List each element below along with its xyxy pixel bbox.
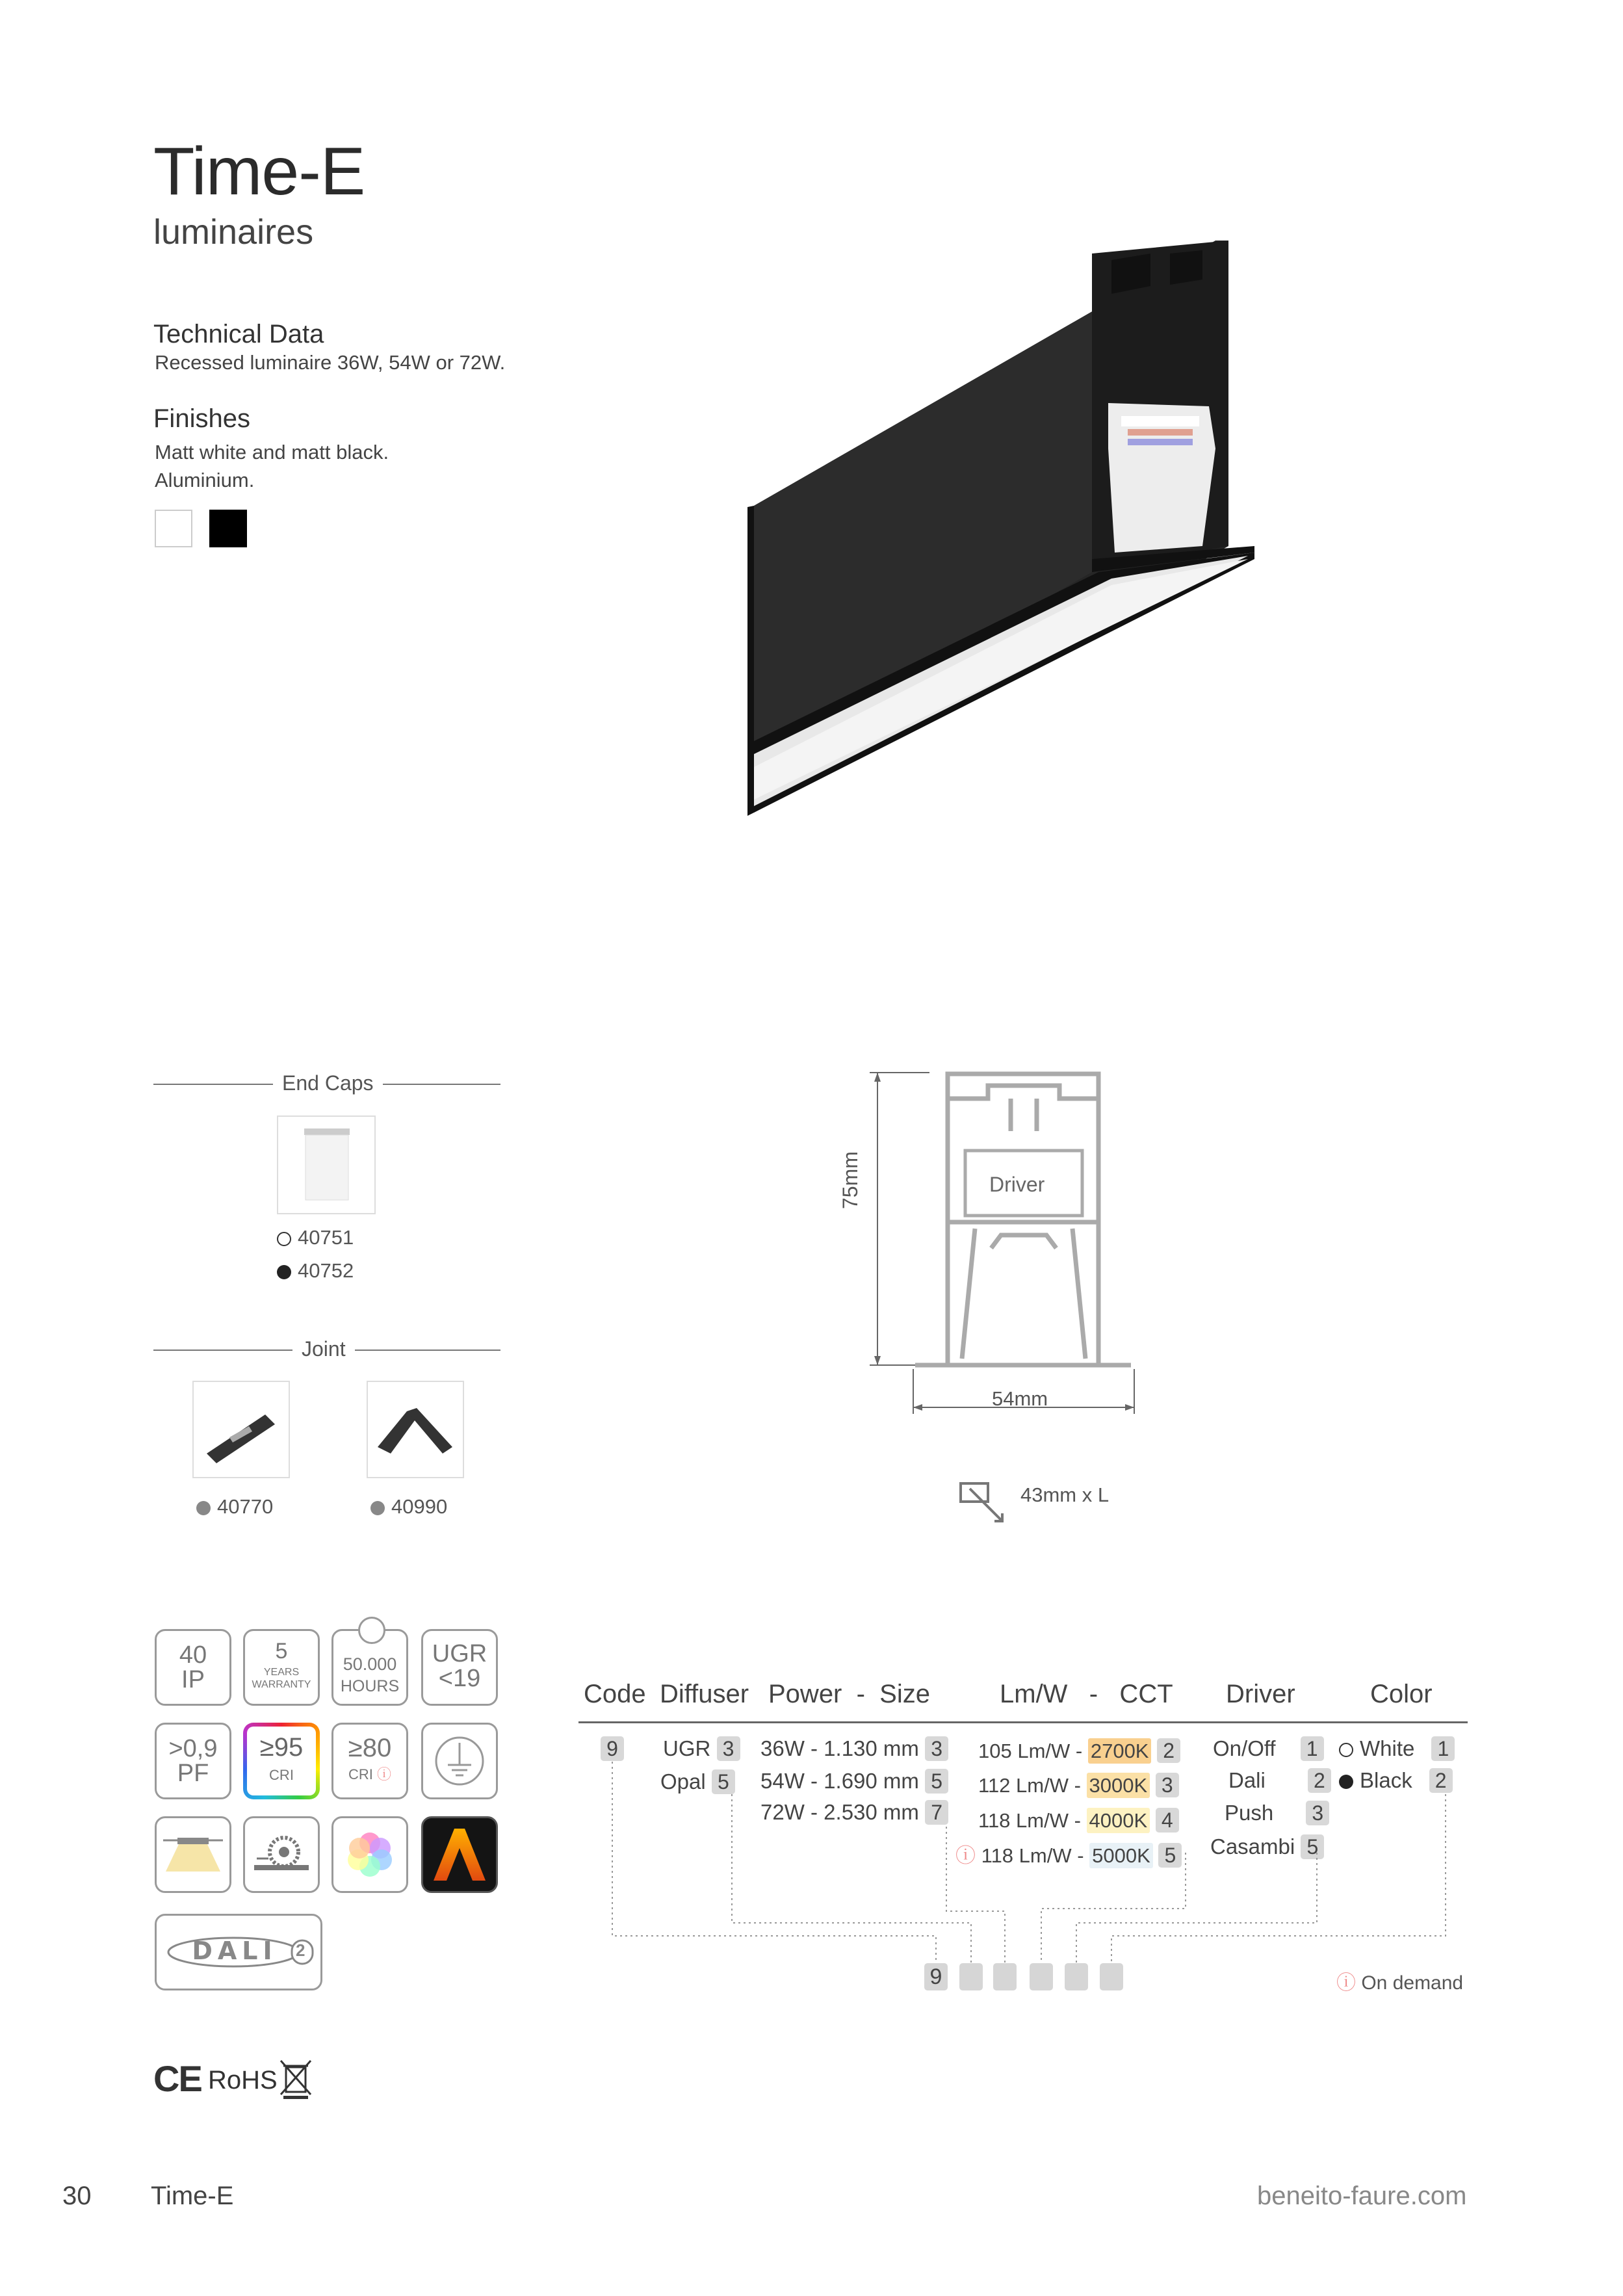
earth-ground-icon xyxy=(421,1723,498,1799)
color-label-1: White xyxy=(1360,1736,1415,1760)
diffuser-label-2: Opal xyxy=(660,1769,706,1794)
on-demand-label: On demand xyxy=(1361,1972,1464,1994)
power-num-1: 3 xyxy=(925,1736,948,1761)
cri-95-icon xyxy=(243,1723,320,1799)
dali2-badge xyxy=(155,1914,322,1990)
on-demand-note xyxy=(1336,1974,1463,1993)
result-code-first: 9 xyxy=(924,1963,948,1990)
ugr-line2: <19 xyxy=(438,1665,481,1692)
cct-5000k: 5000K xyxy=(1089,1843,1153,1868)
diffuser-num-2: 5 xyxy=(712,1769,735,1794)
width-label: 54mm xyxy=(992,1387,1048,1410)
power-label-2: 54W - 1.690 mm xyxy=(760,1769,919,1793)
info-icon: ⓘ xyxy=(377,1766,392,1782)
clock-icon xyxy=(358,1617,385,1644)
grey-dot-icon xyxy=(196,1501,211,1515)
code-num: 9 xyxy=(601,1736,624,1761)
joint-heading: Joint xyxy=(292,1337,355,1361)
end-caps-heading: End Caps xyxy=(273,1071,383,1095)
hours-value: 50.000 xyxy=(343,1654,397,1674)
warranty-value: 5 xyxy=(275,1639,288,1663)
cri95-unit: CRI xyxy=(269,1767,294,1783)
cri-80-icon xyxy=(331,1723,408,1799)
joint-code-2: 40990 xyxy=(391,1495,448,1518)
code-connector-lines xyxy=(585,1755,1469,1976)
col-power-header: Power - Size xyxy=(768,1680,930,1708)
driver-num-4: 5 xyxy=(1301,1834,1324,1859)
cutout-icon xyxy=(955,1476,1014,1534)
cutout-label: 43mm x L xyxy=(1020,1483,1110,1506)
ugr-line1: UGR xyxy=(432,1640,487,1667)
cri80-value: ≥80 xyxy=(348,1734,392,1762)
cri95-value: ≥95 xyxy=(259,1733,304,1762)
end-cap-image xyxy=(277,1115,376,1214)
cross-section-drawing xyxy=(838,1060,1150,1424)
driver-num-1: 1 xyxy=(1301,1736,1324,1761)
joint-item-1 xyxy=(196,1495,273,1519)
cut-saw-icon xyxy=(243,1816,320,1893)
dali-text: DALI xyxy=(192,1937,278,1965)
diffuser-num-1: 3 xyxy=(717,1736,740,1761)
driver-label-4: Casambi xyxy=(1210,1834,1295,1859)
power-num-3: 7 xyxy=(925,1800,948,1825)
product-image xyxy=(747,234,1267,819)
result-slot-driver xyxy=(1065,1963,1088,1990)
lmw-num-4: 5 xyxy=(1158,1843,1182,1868)
lmw-label-3: 118 Lm/W - xyxy=(978,1809,1081,1832)
power-label-1: 36W - 1.130 mm xyxy=(760,1736,919,1760)
col-lmw-header: Lm/W - CCT xyxy=(1000,1680,1173,1708)
rohs-mark: RoHS xyxy=(208,2066,278,2094)
power-num-2: 5 xyxy=(925,1769,948,1794)
power-label-3: 72W - 2.530 mm xyxy=(760,1800,919,1824)
swatch-white xyxy=(155,510,192,547)
page-number: 30 xyxy=(62,2182,92,2210)
col-code-header: Code xyxy=(584,1680,646,1708)
diffuser-label-1: UGR xyxy=(663,1736,711,1760)
result-slot-diffuser xyxy=(959,1963,983,1990)
ip-rating-icon xyxy=(155,1629,231,1706)
power-factor-icon xyxy=(155,1723,231,1799)
hours-icon xyxy=(331,1629,408,1706)
end-cap-code-2: 40752 xyxy=(298,1259,354,1282)
joint-item-2 xyxy=(370,1495,447,1519)
height-label: 75mm xyxy=(838,1151,862,1209)
black-dot-icon xyxy=(277,1265,291,1279)
ip-value: 40 xyxy=(179,1641,207,1669)
weee-bin-icon xyxy=(278,2058,313,2100)
color-num-2: 2 xyxy=(1429,1768,1453,1793)
lmw-num-3: 4 xyxy=(1156,1808,1179,1833)
ugr-icon xyxy=(421,1629,498,1706)
result-slot-power xyxy=(993,1963,1017,1990)
end-cap-code-1: 40751 xyxy=(298,1226,354,1249)
cct-3000k: 3000K xyxy=(1087,1773,1150,1798)
joint-straight-image xyxy=(192,1381,290,1478)
finishes-heading: Finishes xyxy=(153,404,250,433)
lmw-label-4: 118 Lm/W - xyxy=(981,1844,1084,1867)
end-cap-item-1 xyxy=(277,1226,354,1249)
driver-num-3: 3 xyxy=(1306,1801,1329,1825)
white-dot-icon xyxy=(277,1232,291,1246)
lmw-label-2: 112 Lm/W - xyxy=(978,1774,1081,1797)
driver-label-1: On/Off xyxy=(1213,1736,1276,1760)
end-cap-item-2 xyxy=(277,1259,354,1283)
warranty-icon xyxy=(243,1629,320,1706)
col-color-header: Color xyxy=(1370,1680,1433,1708)
cri80-unit: CRI xyxy=(348,1766,373,1782)
table-header-rule xyxy=(578,1721,1468,1723)
ip-unit: IP xyxy=(181,1666,205,1693)
driver-label-2: Dali xyxy=(1228,1768,1266,1792)
warranty-line1: YEARS xyxy=(263,1667,300,1678)
footer-product-name: Time-E xyxy=(151,2182,234,2210)
info-icon: ⓘ xyxy=(1336,1972,1356,1994)
product-subtitle: luminaires xyxy=(153,213,314,252)
footer-website-link[interactable]: beneito-faure.com xyxy=(1257,2182,1467,2210)
lmw-label-1: 105 Lm/W - xyxy=(978,1740,1083,1762)
pf-line2: PF xyxy=(177,1760,209,1787)
joint-code-1: 40770 xyxy=(217,1495,274,1518)
hours-unit: HOURS xyxy=(340,1677,400,1695)
result-slot-color xyxy=(1100,1963,1123,1990)
lmw-num-2: 3 xyxy=(1156,1773,1179,1797)
grey-dot-icon xyxy=(370,1501,385,1515)
cct-4000k: 4000K xyxy=(1087,1808,1150,1833)
technical-heading: Technical Data xyxy=(153,320,324,348)
col-driver-header: Driver xyxy=(1226,1680,1295,1708)
lmw-num-1: 2 xyxy=(1157,1738,1180,1763)
finishes-line1: Matt white and matt black. xyxy=(155,441,389,463)
driver-label: Driver xyxy=(989,1173,1045,1196)
col-diffuser-header: Diffuser xyxy=(660,1680,749,1708)
warranty-line2: WARRANTY xyxy=(252,1679,311,1691)
technical-text: Recessed luminaire 36W, 54W or 72W. xyxy=(155,351,506,374)
cct-2700k: 2700K xyxy=(1088,1738,1152,1764)
beam-angle-icon xyxy=(421,1816,498,1893)
pf-line1: >0,9 xyxy=(168,1735,218,1762)
recessed-light-icon xyxy=(155,1816,231,1893)
info-icon: ⓘ xyxy=(955,1844,976,1867)
finishes-line2: Aluminium. xyxy=(155,469,255,491)
color-num-1: 1 xyxy=(1431,1736,1455,1761)
joint-corner-image xyxy=(367,1381,464,1478)
swatch-black xyxy=(209,510,247,547)
rgb-color-icon xyxy=(331,1816,408,1893)
result-slot-cct xyxy=(1030,1963,1053,1990)
color-label-2: Black xyxy=(1360,1768,1412,1792)
dali-version: 2 xyxy=(296,1940,305,1960)
driver-num-2: 2 xyxy=(1308,1768,1331,1793)
ce-mark: CE xyxy=(153,2058,201,2099)
product-title: Time-E xyxy=(153,134,365,209)
driver-label-3: Push xyxy=(1225,1801,1274,1825)
